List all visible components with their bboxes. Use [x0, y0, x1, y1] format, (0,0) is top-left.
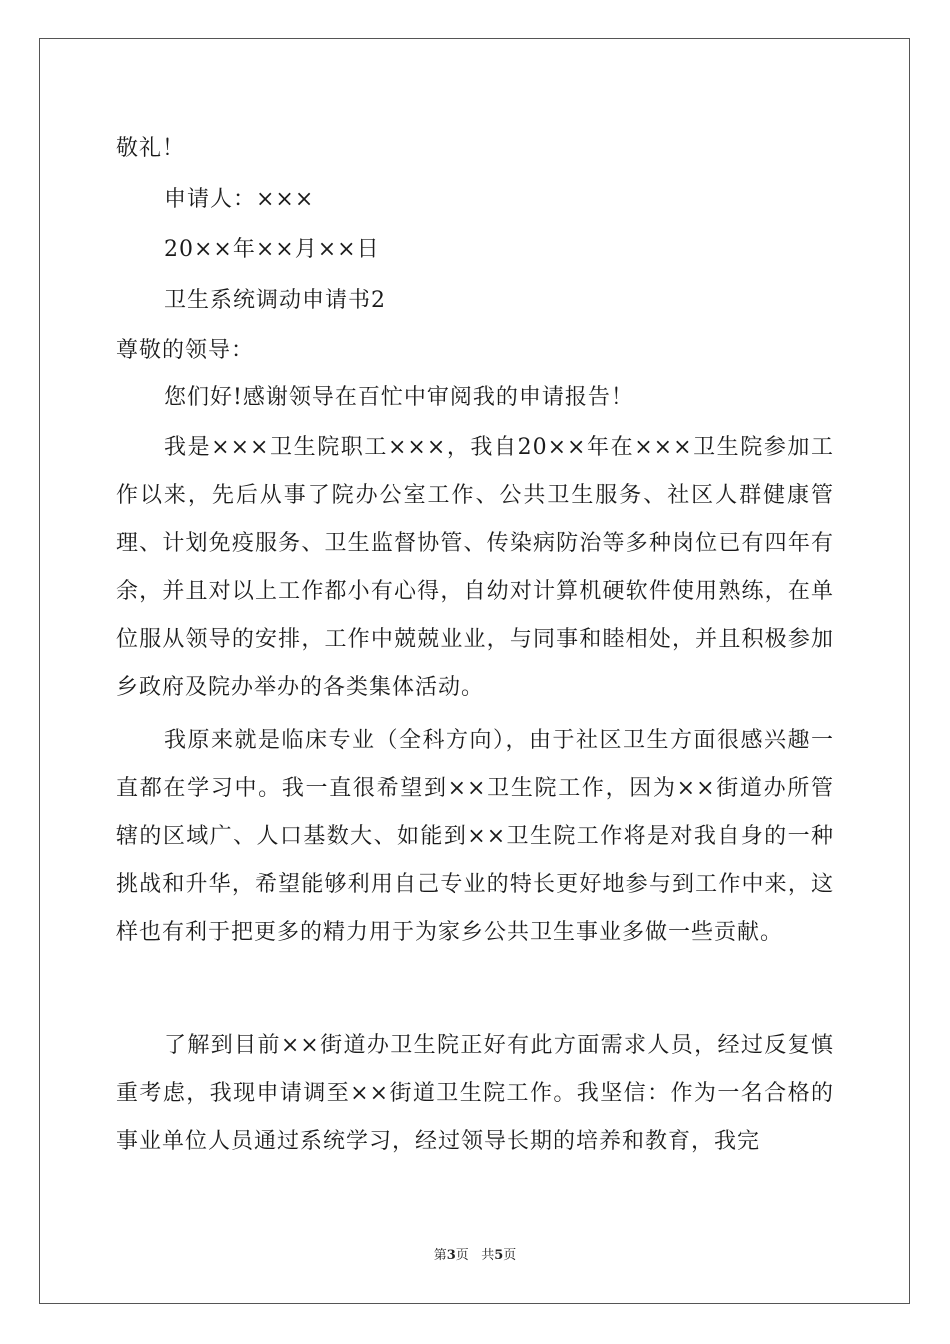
- footer-total-pages: 5: [494, 1248, 504, 1263]
- paragraph-background: 我是×××卫生院职工×××，我自20××年在×××卫生院参加工作以来，先后从事了院办公室工作、公共卫生服务、社区人群健康管理、计划免疫服务、卫生监督协管、传染病防治等多种岗位已有四年有余，并且对以上工作都小有心得，自幼对计算机硬软件使用熟练，在单位服从领导的安排，工作中兢兢业业，与同事和睦相处，并且积极参加乡政府及院办举办的各类集体活动。: [116, 435, 834, 700]
- page-footer: [0, 1248, 950, 1264]
- closing-line: 敬礼！: [116, 136, 186, 161]
- footer-page-suffix: 页: [455, 1248, 469, 1263]
- footer-prefix: 第: [433, 1248, 447, 1263]
- footer-page-number: 3: [446, 1248, 456, 1263]
- salutation: 尊敬的领导：: [116, 338, 255, 363]
- document-title: 卫生系统调动申请书2: [164, 288, 386, 313]
- paragraph-motivation: 我原来就是临床专业（全科方向），由于社区卫生方面很感兴趣一直都在学习中。我一直很希望到××卫生院工作，因为××街道办所管辖的区域广、人口基数大、如能到××卫生院工作将是对我自身的一种挑战和升华，希望能够利用自己专业的特长更好地参与到工作中来，这样也有利于把更多的精力用于为家乡公共卫生事业多做一些贡献。: [116, 728, 834, 945]
- applicant-line: 申请人：×××: [164, 187, 315, 212]
- paragraph-request: 了解到目前××街道办卫生院正好有此方面需求人员，经过反复慎重考虑，我现申请调至××街道卫生院工作。我坚信：作为一名合格的事业单位人员通过系统学习，经过领导长期的培养和教育，我完: [116, 1033, 834, 1154]
- date-line: 20××年××月××日: [164, 237, 380, 262]
- footer-total-prefix: 共: [481, 1248, 495, 1263]
- paragraph-greeting: 您们好!感谢领导在百忙中审阅我的申请报告！: [164, 385, 634, 410]
- footer-total-suffix: 页: [503, 1248, 517, 1263]
